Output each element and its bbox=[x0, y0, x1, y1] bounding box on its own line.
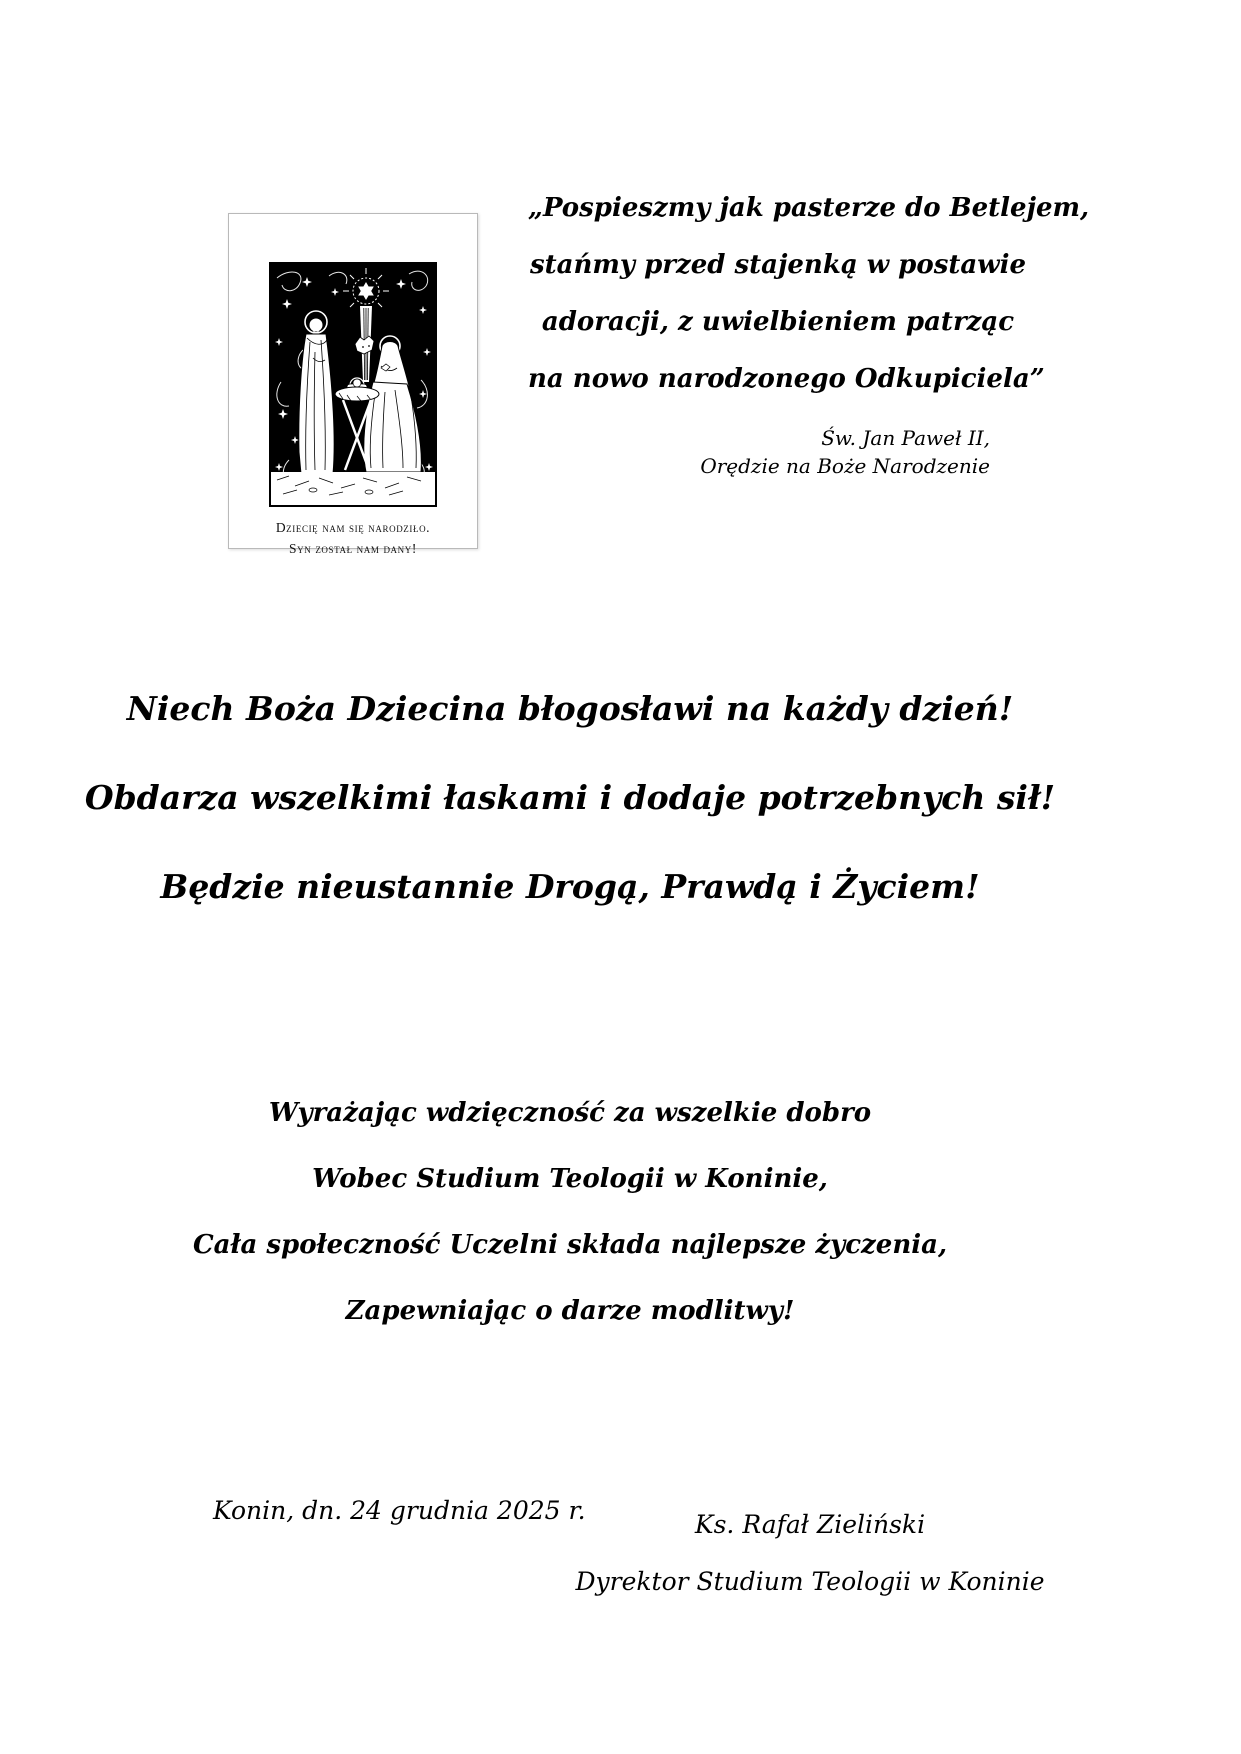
quote-attribution bbox=[528, 424, 1028, 480]
quote-line: adoracji, z uwielbieniem patrząc bbox=[541, 307, 1015, 337]
quote-attribution-author: Św. Jan Paweł II, bbox=[821, 426, 990, 450]
blessing-line: Obdarza wszelkimi łaskami i dodaje potrzebnych sił! bbox=[84, 778, 1056, 817]
signature-block bbox=[575, 1496, 1045, 1610]
place-and-date: Konin, dn. 24 grudnia 2025 r. bbox=[213, 1496, 586, 1525]
quote-attribution-source: Orędzie na Boże Narodzenie bbox=[700, 454, 990, 478]
holy-card bbox=[228, 213, 478, 556]
signature-name: Ks. Rafał Zieliński bbox=[694, 1510, 926, 1539]
blessing-line: Niech Boża Dziecina błogosławi na każdy dzień! bbox=[126, 689, 1014, 728]
holy-card-caption bbox=[229, 517, 477, 559]
gratitude-line: Wobec Studium Teologii w Koninie, bbox=[312, 1164, 828, 1194]
nativity-engraving-image bbox=[269, 262, 437, 507]
quote-line: „Pospieszmy jak pasterze do Betlejem, bbox=[528, 193, 1090, 223]
blessing-line: Będzie nieustannie Drogą, Prawdą i Życiem! bbox=[160, 867, 980, 906]
ground bbox=[271, 472, 435, 505]
gratitude-line: Cała społeczność Uczelni składa najlepsze życzenia, bbox=[192, 1230, 948, 1260]
holy-card-caption-line1: Dziecię nam się narodziło. bbox=[275, 520, 431, 535]
gratitude-line: Wyrażając wdzięczność za wszelkie dobro bbox=[268, 1098, 872, 1128]
quote-line: stańmy przed stajenką w postawie bbox=[530, 250, 1026, 280]
gratitude-block bbox=[70, 1080, 1070, 1344]
gratitude-line: Zapewniając o darze modlitwy! bbox=[345, 1296, 795, 1326]
blessing-block bbox=[70, 664, 1070, 931]
signature-title: Dyrektor Studium Teologii w Koninie bbox=[575, 1567, 1045, 1596]
holy-card-caption-line2: Syn został nam dany! bbox=[289, 541, 417, 556]
quote-line: na nowo narodzonego Odkupiciela” bbox=[528, 364, 1045, 394]
quote-block bbox=[528, 180, 1090, 480]
